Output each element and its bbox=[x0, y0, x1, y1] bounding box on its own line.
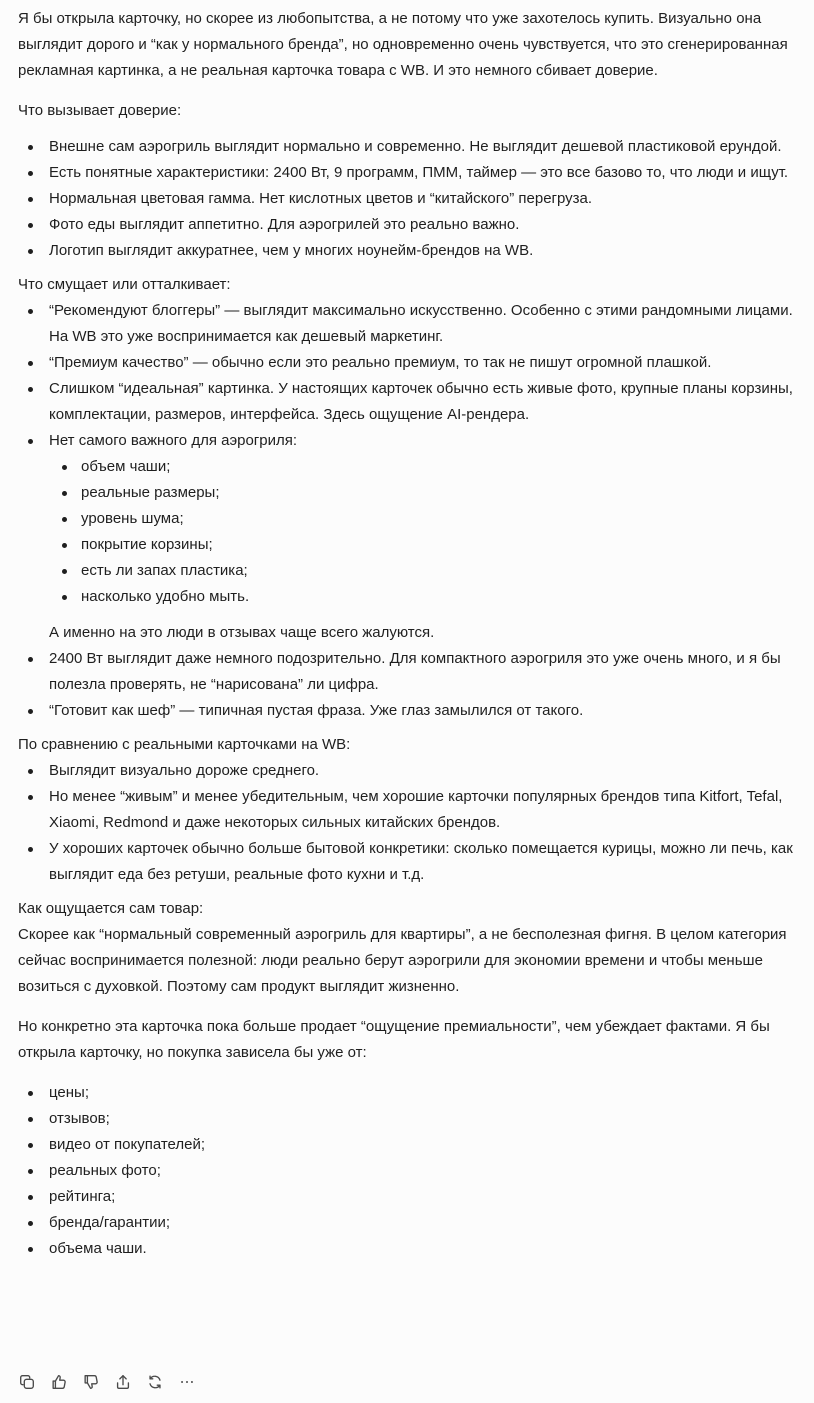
assistant-message bbox=[18, 6, 802, 1270]
product-paragraph: Скорее как “нормальный современный аэрогриль для квартиры”, а не бесполезная фигня. В целом категория сейчас воспринимается полезной: люди реально берут аэрогрили для экономии времени и чтобы меньше возиться с духовкой. Поэтому сам продукт выглядит жизненно. bbox=[18, 926, 787, 995]
list-item: насколько удобно мыть. bbox=[49, 584, 802, 610]
copy-icon bbox=[18, 1373, 36, 1391]
list-item: реальные размеры; bbox=[49, 480, 802, 506]
list-item: цены; bbox=[18, 1080, 802, 1106]
list-item: реальных фото; bbox=[18, 1158, 802, 1184]
list-item: Слишком “идеальная” картинка. У настоящих карточек обычно есть живые фото, крупные планы корзины, комплектации, размеров, интерфейса. Здесь ощущение AI-рендера. bbox=[18, 376, 802, 428]
trust-list bbox=[18, 134, 802, 264]
thumbs-up-icon bbox=[50, 1373, 68, 1391]
product-heading: Как ощущается сам товар: bbox=[18, 900, 204, 917]
list-item: видео от покупателей; bbox=[18, 1132, 802, 1158]
list-item: У хороших карточек обычно больше бытовой конкретики: сколько помещается курицы, можно ли печь, как выглядит еда без ретуши, реальные фото кухни и т.д. bbox=[18, 836, 802, 888]
list-item: отзывов; bbox=[18, 1106, 802, 1132]
confuse-heading: Что смущает или отталкивает: bbox=[18, 276, 231, 293]
list-item: бренда/гарантии; bbox=[18, 1210, 802, 1236]
message-actions bbox=[17, 1372, 197, 1392]
regenerate-icon bbox=[146, 1373, 164, 1391]
list-item: “Премиум качество” — обычно если это реально премиум, то так не пишут огромной плашкой. bbox=[18, 350, 802, 376]
factors-list bbox=[18, 1080, 802, 1262]
list-item: Но менее “живым” и менее убедительным, чем хорошие карточки популярных брендов типа Kitfort, Tefal, Xiaomi, Redmond и даже некоторых сильных китайских брендов. bbox=[18, 784, 802, 836]
list-item: Внешне сам аэрогриль выглядит нормально и современно. Не выглядит дешевой пластиковой ерундой. bbox=[18, 134, 802, 160]
more-button[interactable] bbox=[177, 1372, 197, 1392]
list-item bbox=[18, 428, 802, 646]
list-item: Фото еды выглядит аппетитно. Для аэрогрилей это реально важно. bbox=[18, 212, 802, 238]
list-item: уровень шума; bbox=[49, 506, 802, 532]
share-icon bbox=[114, 1373, 132, 1391]
dislike-button[interactable] bbox=[81, 1372, 101, 1392]
list-item: объем чаши; bbox=[49, 454, 802, 480]
list-item: покрытие корзины; bbox=[49, 532, 802, 558]
copy-button[interactable] bbox=[17, 1372, 37, 1392]
compare-heading: По сравнению с реальными карточками на WB: bbox=[18, 736, 351, 753]
compare-list bbox=[18, 758, 802, 888]
list-item-text: Нет самого важного для аэрогриля: bbox=[49, 432, 298, 449]
confuse-list bbox=[18, 298, 802, 724]
list-item: “Готовит как шеф” — типичная пустая фраза. Уже глаз замылился от такого. bbox=[18, 698, 802, 724]
thumbs-down-icon bbox=[82, 1373, 100, 1391]
regenerate-button[interactable] bbox=[145, 1372, 165, 1392]
list-item: 2400 Вт выглядит даже немного подозрительно. Для компактного аэрогриля это уже очень много, и я бы полезла проверять, не “нарисована” ли цифра. bbox=[18, 646, 802, 698]
list-item: Есть понятные характеристики: 2400 Вт, 9 программ, ПММ, таймер — это все базово то, что люди и ищут. bbox=[18, 160, 802, 186]
more-icon bbox=[178, 1373, 196, 1391]
list-item: “Рекомендуют блоггеры” — выглядит максимально искусственно. Особенно с этими рандомными лицами. На WB это уже воспринимается как дешевый маркетинг. bbox=[18, 298, 802, 350]
list-item: есть ли запах пластика; bbox=[49, 558, 802, 584]
intro-paragraph: Я бы открыла карточку, но скорее из любопытства, а не потому что уже захотелось купить. Визуально она выглядит дорого и “как у нормального бренда”, но одновременно очень чувствуется, что это сгенерированная рекламная картинка, а не реальная карточка товара с WB. И это немного сбивает доверие. bbox=[18, 10, 788, 79]
list-item: Нормальная цветовая гамма. Нет кислотных цветов и “китайского” перегруза. bbox=[18, 186, 802, 212]
share-button[interactable] bbox=[113, 1372, 133, 1392]
conclusion-paragraph: Но конкретно эта карточка пока больше продает “ощущение премиальности”, чем убеждает фактами. Я бы открыла карточку, но покупка зависела бы уже от: bbox=[18, 1018, 770, 1061]
like-button[interactable] bbox=[49, 1372, 69, 1392]
list-item: объема чаши. bbox=[18, 1236, 802, 1262]
missing-list bbox=[49, 454, 802, 610]
missing-note: А именно на это люди в отзывах чаще всего жалуются. bbox=[49, 624, 435, 641]
list-item: Выглядит визуально дороже среднего. bbox=[18, 758, 802, 784]
list-item: Логотип выглядит аккуратнее, чем у многих ноунейм-брендов на WB. bbox=[18, 238, 802, 264]
trust-heading: Что вызывает доверие: bbox=[18, 102, 182, 119]
list-item: рейтинга; bbox=[18, 1184, 802, 1210]
